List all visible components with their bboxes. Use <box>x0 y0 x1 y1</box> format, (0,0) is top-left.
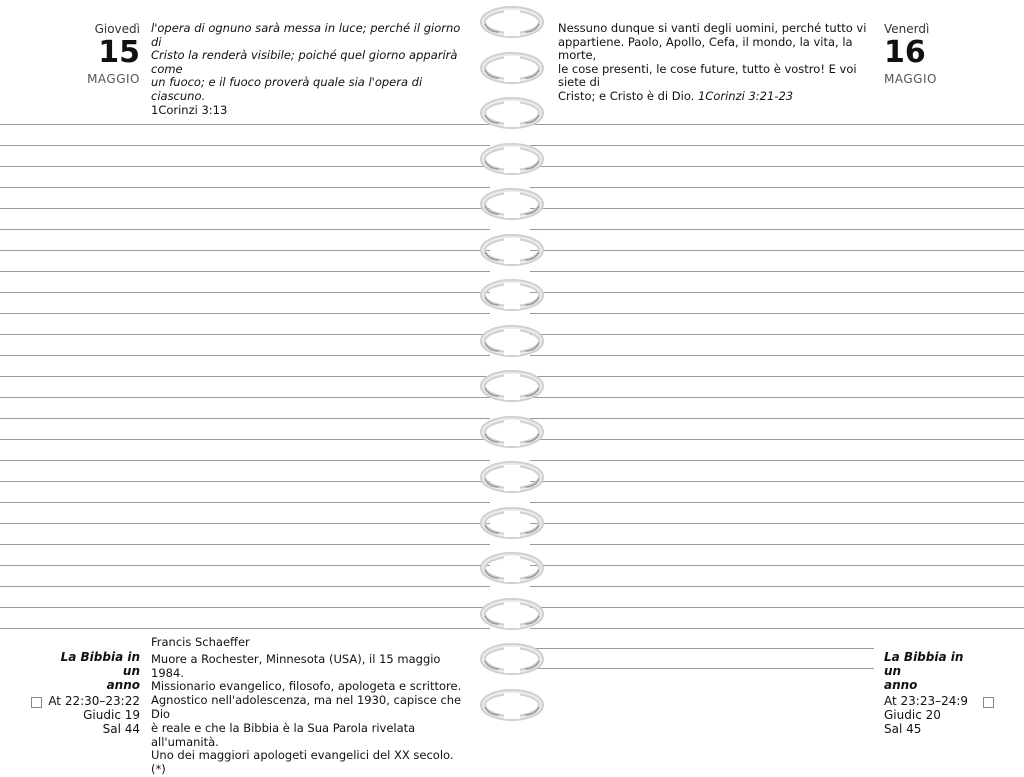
ruled-line <box>0 313 490 314</box>
bio-name: Francis Schaeffer <box>151 635 250 649</box>
right-reading-item: Sal 45 <box>884 722 922 736</box>
spiral-ring-icon <box>477 685 547 725</box>
left-reading-plan <box>40 650 140 736</box>
right-weekday: Venerdì <box>884 22 930 36</box>
right-verse <box>558 22 878 104</box>
ruled-line <box>0 376 490 377</box>
spiral-ring-icon <box>477 639 547 679</box>
left-reading-checkbox[interactable] <box>31 697 42 708</box>
left-reading-item: Sal 44 <box>102 722 140 736</box>
ruled-line <box>530 502 1024 503</box>
ruled-line <box>530 648 874 649</box>
right-reading-title: La Bibbia in un <box>884 650 964 678</box>
right-verse-line: appartiene. Paolo, Apollo, Cefa, il mondo, la vita, la morte, <box>558 34 853 63</box>
left-day-number: 15 <box>98 35 140 70</box>
ruled-line <box>530 565 1024 566</box>
bio-line: Muore a Rochester, Minnesota (USA), il 15 maggio 1984. <box>151 651 441 680</box>
spiral-ring-icon <box>477 93 547 133</box>
ruled-line <box>0 271 490 272</box>
left-verse-line: un fuoco; e il fuoco proverà quale sia l'opera di ciascuno. <box>151 75 423 103</box>
spiral-ring-icon <box>477 548 547 588</box>
ruled-line <box>0 187 490 188</box>
ruled-line <box>0 334 490 335</box>
ruled-line <box>0 523 490 524</box>
right-reading-item: At 23:23–24:9 <box>884 694 969 708</box>
left-verse <box>151 22 471 117</box>
right-reading-item: Giudic 20 <box>884 708 941 722</box>
ruled-line <box>0 565 490 566</box>
ruled-line <box>0 208 490 209</box>
spiral-ring-icon <box>477 412 547 452</box>
left-reading-title: anno <box>106 678 140 692</box>
spiral-ring-icon <box>477 321 547 361</box>
right-reading-title: anno <box>884 678 918 692</box>
bio-line: Missionario evangelico, filosofo, apologeta e scrittore. <box>151 679 462 694</box>
left-reading-item: At 22:30–23:22 <box>48 694 140 708</box>
ruled-line <box>0 586 490 587</box>
ruled-line <box>530 292 1024 293</box>
right-reading-plan <box>884 650 984 736</box>
ruled-line <box>530 628 1024 629</box>
ruled-line <box>530 187 1024 188</box>
ruled-line <box>530 586 1024 587</box>
bio-line: Uno dei maggiori apologeti evangelici del XX secolo. (*) <box>151 748 454 777</box>
ruled-line <box>530 523 1024 524</box>
ruled-line <box>0 250 490 251</box>
right-verse-line: Nessuno dunque si vanti degli uomini, perché tutto vi <box>558 21 867 35</box>
ruled-line <box>530 544 1024 545</box>
bio-line: è reale e che la Bibbia è la Sua Parola rivelata all'umanità. <box>151 720 416 749</box>
bio-line: Agnostico nell'adolescenza, ma nel 1930, capisce che Dio <box>151 693 462 721</box>
ruled-line <box>0 628 490 629</box>
ruled-line <box>530 439 1024 440</box>
left-weekday: Giovedì <box>94 22 140 36</box>
ruled-line <box>530 250 1024 251</box>
ruled-line <box>530 481 1024 482</box>
ruled-line <box>530 208 1024 209</box>
ruled-line <box>530 376 1024 377</box>
ruled-line <box>0 439 490 440</box>
ruled-line <box>0 397 490 398</box>
ruled-line <box>0 229 490 230</box>
ruled-line <box>530 313 1024 314</box>
ruled-line <box>0 607 490 608</box>
ruled-line <box>0 355 490 356</box>
ruled-line <box>0 145 490 146</box>
ruled-line <box>530 124 1024 125</box>
ruled-line <box>530 607 1024 608</box>
right-day-number: 16 <box>884 35 926 70</box>
spiral-ring-icon <box>477 230 547 270</box>
ruled-line <box>0 502 490 503</box>
right-verse-last-line <box>558 90 878 104</box>
right-month: MAGGIO <box>884 72 937 86</box>
ruled-line <box>0 544 490 545</box>
ruled-line <box>0 481 490 482</box>
right-verse-line: Cristo; e Cristo è di Dio. <box>558 88 695 103</box>
right-verse-line: le cose presenti, le cose future, tutto è vostro! E voi siete di <box>558 61 857 90</box>
ruled-line <box>530 334 1024 335</box>
ruled-line <box>530 229 1024 230</box>
ruled-line <box>0 166 490 167</box>
ruled-line <box>530 460 1024 461</box>
ruled-line <box>530 668 874 669</box>
ruled-line <box>530 166 1024 167</box>
left-reading-title: La Bibbia in un <box>60 650 140 678</box>
right-reading-checkbox[interactable] <box>983 697 994 708</box>
spiral-ring-icon <box>477 2 547 42</box>
spiral-ring-icon <box>477 503 547 543</box>
left-month: MAGGIO <box>87 72 140 86</box>
ruled-line <box>0 418 490 419</box>
spiral-ring-icon <box>477 184 547 224</box>
ruled-line <box>530 355 1024 356</box>
spiral-ring-icon <box>477 366 547 406</box>
spiral-ring-icon <box>477 457 547 497</box>
spiral-ring-icon <box>477 275 547 315</box>
spiral-ring-icon <box>477 594 547 634</box>
spiral-ring-icon <box>477 48 547 88</box>
ruled-line <box>0 460 490 461</box>
spiral-ring-icon <box>477 139 547 179</box>
ruled-line <box>0 292 490 293</box>
left-verse-ref: 1Corinzi 3:13 <box>151 102 228 117</box>
left-biography <box>151 636 471 777</box>
ruled-line <box>530 271 1024 272</box>
left-reading-item: Giudic 19 <box>83 708 140 722</box>
ruled-line <box>0 124 490 125</box>
ruled-line <box>530 397 1024 398</box>
left-verse-line: l'opera di ognuno sarà messa in luce; perché il giorno di <box>151 21 461 49</box>
left-verse-line: Cristo la renderà visibile; poiché quel giorno apparirà come <box>151 48 458 76</box>
ruled-line <box>530 418 1024 419</box>
right-verse-ref: 1Corinzi 3:21-23 <box>697 88 794 103</box>
ruled-line <box>530 145 1024 146</box>
